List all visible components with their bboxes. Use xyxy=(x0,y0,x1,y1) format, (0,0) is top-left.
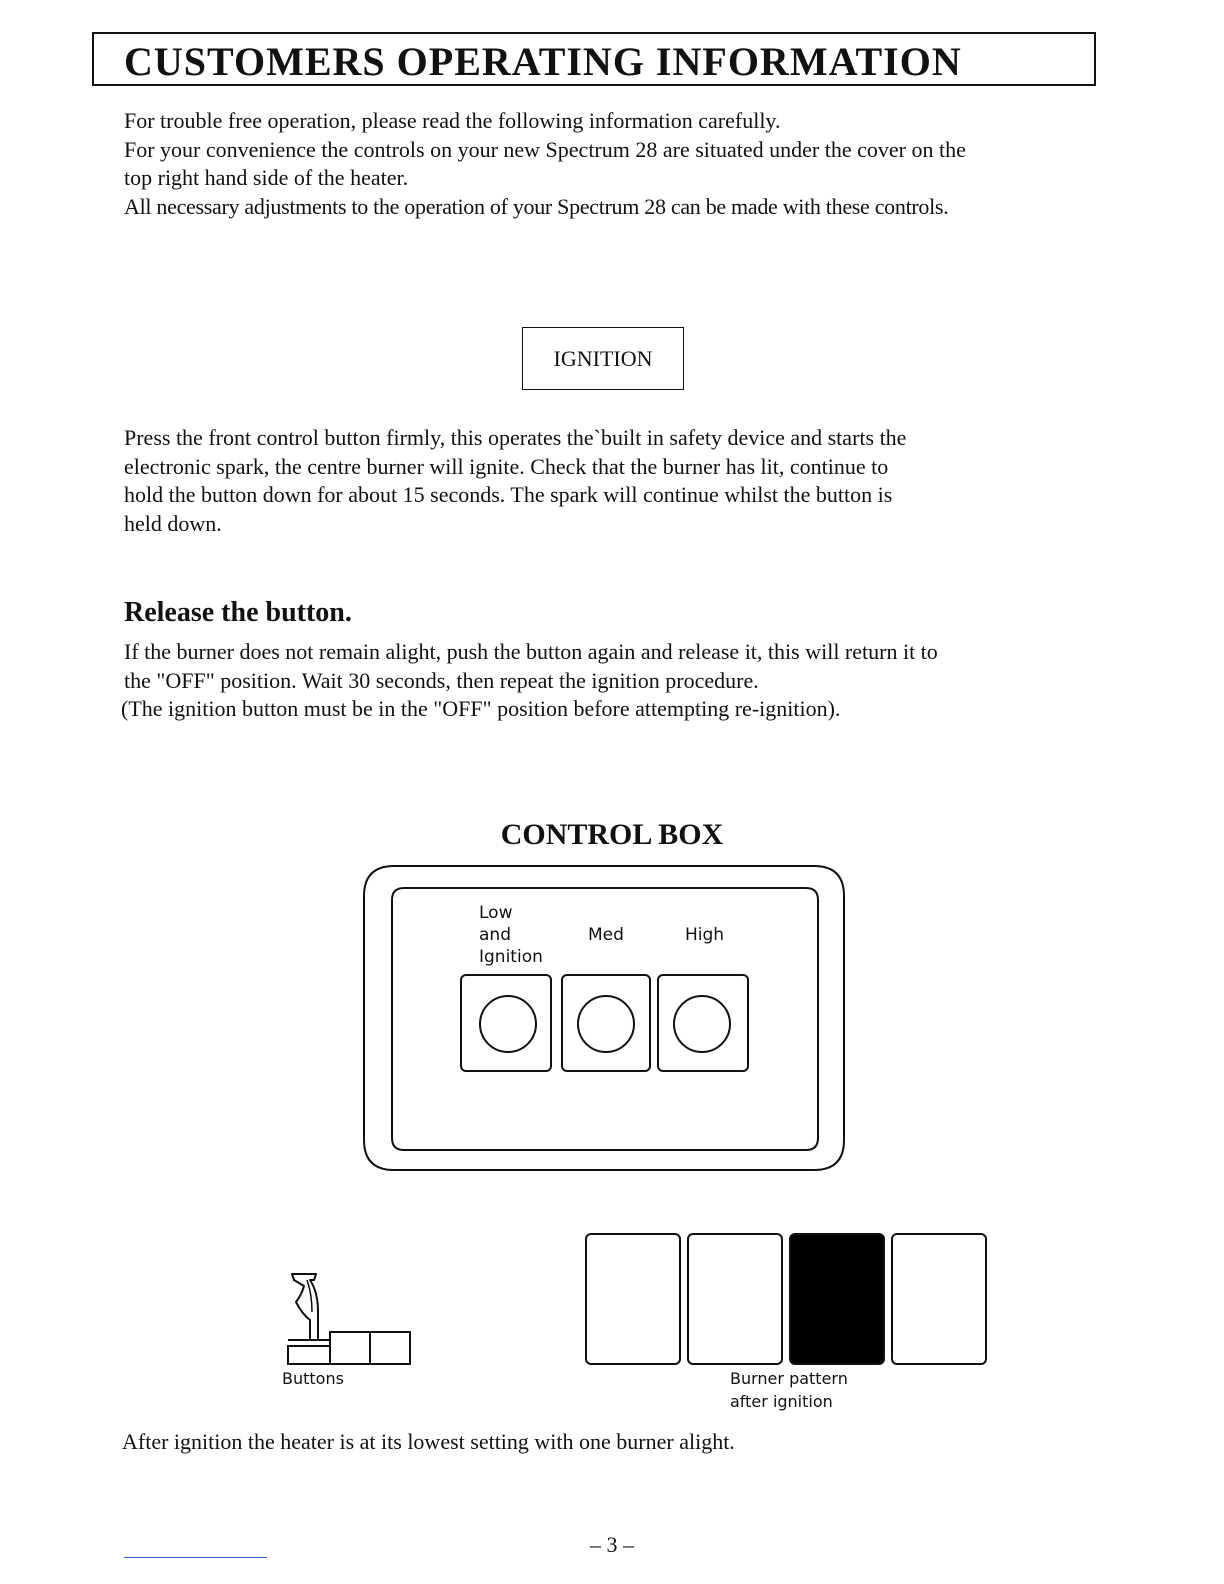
ignition-line: electronic spark, the centre burner will ignite. Check that the burner has lit, continue to xyxy=(124,453,889,479)
title-box xyxy=(92,32,1096,86)
control-box-housing xyxy=(364,866,844,1170)
burner-pattern xyxy=(584,1232,990,1368)
after-ignition-line: After ignition the heater is at its lowest setting with one burner alight. xyxy=(122,1429,735,1454)
low-button-frame xyxy=(461,975,551,1071)
pressed-button xyxy=(288,1346,330,1364)
finger-icon xyxy=(292,1274,318,1340)
med-button-frame xyxy=(562,975,650,1071)
ignition-paragraph xyxy=(124,424,1134,538)
buttons-illustration xyxy=(280,1266,420,1370)
release-line: (The ignition button must be in the "OFF" position before attempting re-ignition). xyxy=(121,696,841,721)
raised-button-1 xyxy=(330,1332,370,1364)
release-heading: Release the button. xyxy=(124,597,352,628)
high-button-frame xyxy=(658,975,748,1071)
high-label: High xyxy=(685,925,725,945)
low-button-icon xyxy=(480,996,536,1052)
raised-button-2 xyxy=(370,1332,410,1364)
high-button-icon xyxy=(674,996,730,1052)
release-paragraph xyxy=(121,638,1134,724)
intro-paragraph xyxy=(124,107,1134,221)
med-button-icon xyxy=(578,996,634,1052)
burner-panel-unlit xyxy=(586,1234,680,1364)
ignition-line: held down. xyxy=(124,510,222,536)
ignition-line: hold the button down for about 15 seconds. The spark will continue whilst the button is xyxy=(124,482,893,507)
ignition-heading: IGNITION xyxy=(522,327,684,390)
control-box-diagram xyxy=(360,862,848,1176)
page-title: CUSTOMERS OPERATING INFORMATION xyxy=(124,39,962,84)
intro-line: For your convenience the controls on your new Spectrum 28 are situated under the cover on the xyxy=(124,136,966,162)
release-line: the "OFF" position. Wait 30 seconds, then repeat the ignition procedure. xyxy=(124,667,759,693)
footer-rule xyxy=(124,1557,267,1558)
med-label: Med xyxy=(588,925,624,945)
low-label: Low and Ignition xyxy=(479,903,543,967)
release-line: If the burner does not remain alight, push the button again and release it, this will return it to xyxy=(124,639,938,664)
buttons-caption: Buttons xyxy=(282,1369,344,1388)
control-box-title: CONTROL BOX xyxy=(500,818,724,851)
intro-line: For trouble free operation, please read the following information carefully. xyxy=(124,108,781,133)
burner-panel-lit xyxy=(790,1234,884,1364)
page-number: – 3 – xyxy=(590,1532,634,1557)
burner-panel-unlit xyxy=(688,1234,782,1364)
intro-line: top right hand side of the heater. xyxy=(124,165,409,190)
ignition-line: Press the front control button firmly, this operates theˋbuilt in safety device and starts the xyxy=(124,425,907,450)
burner-panel-unlit xyxy=(892,1234,986,1364)
burner-caption: Burner pattern after ignition xyxy=(730,1369,848,1411)
intro-line: All necessary adjustments to the operation of your Spectrum 28 can be made with these controls. xyxy=(124,193,949,219)
after-ignition-paragraph xyxy=(122,1428,1132,1457)
